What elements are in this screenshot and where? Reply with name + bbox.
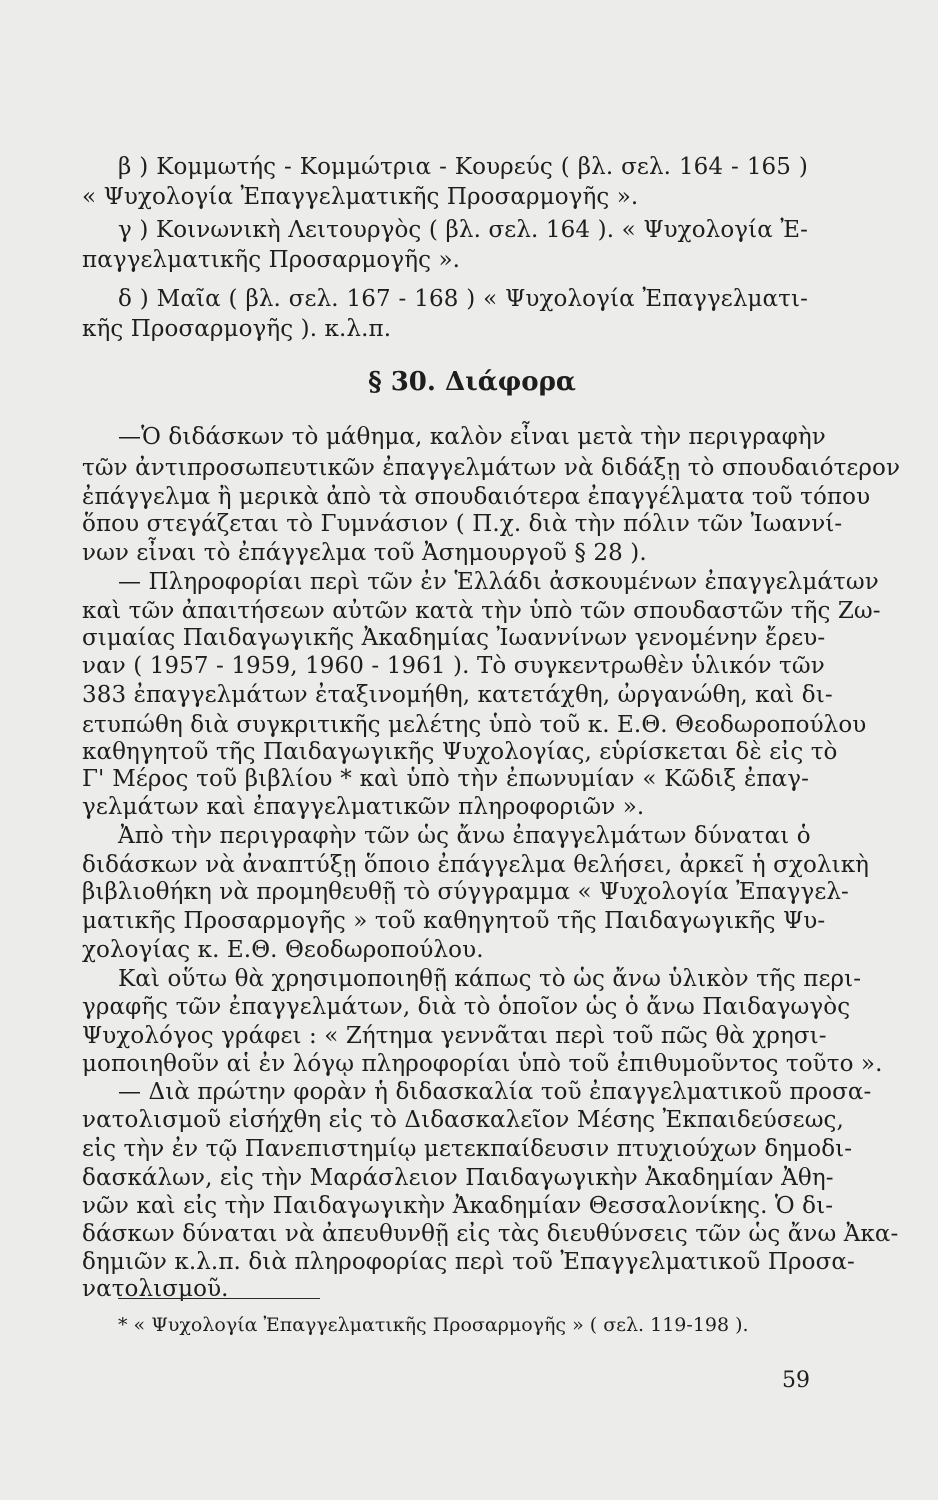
footnote: * « Ψυχολογία Ἐπαγγελματικῆς Προσαρμογῆς » ( σελ. 119-198 ). [118,1314,749,1336]
body-line: σιμαίας Παιδαγωγικῆς Ἀκαδημίας Ἰωαννίνων γενομένην ἔρευ- [82,625,826,651]
list-item-b: β ) Κομμωτής - Κομμώτρια - Κουρεύς ( βλ. σελ. 164 - 165 ) [118,154,808,180]
body-line: μοποιηθοῦν αἱ ἐν λόγῳ πληροφορίαι ὑπὸ τοῦ ἐπιθυμοῦντος τοῦτο ». [82,1051,883,1077]
body-line: Ἀπὸ τὴν περιγραφὴν τῶν ὡς ἄνω ἐπαγγελμάτων δύναται ὁ [118,823,811,849]
list-item-b-cont: « Ψυχολογία Ἐπαγγελματικῆς Προσαρμογῆς ». [82,184,639,210]
section-heading: § 30. Διάφορα [368,367,576,397]
body-line: καὶ τῶν ἀπαιτήσεων αὐτῶν κατὰ τὴν ὑπὸ τῶν σπουδαστῶν τῆς Ζω- [82,598,881,624]
body-line: καθηγητοῦ τῆς Παιδαγωγικῆς Ψυχολογίας, εὑρίσκεται δὲ εἰς τὸ [82,739,838,765]
body-line: Γ' Μέρος τοῦ βιβλίου * καὶ ὑπὸ τὴν ἐπωνυμίαν « Κῶδιξ ἐπαγ- [82,766,809,792]
body-line: ἐπάγγελμα ἢ μερικὰ ἀπὸ τὰ σπουδαιότερα ἐπαγγέλματα τοῦ τόπου [82,484,871,510]
body-line: δημιῶν κ.λ.π. διὰ πληροφορίας περὶ τοῦ Ἐπαγγελματικοῦ Προσα- [82,1249,855,1275]
body-line: Ψυχολόγος γράφει : « Ζήτημα γεννᾶται περὶ τοῦ πῶς θὰ χρησι- [82,1023,827,1049]
body-line: — Διὰ πρώτην φορὰν ἡ διδασκαλία τοῦ ἐπαγγελματικοῦ προσα- [118,1079,872,1105]
body-line: —Ὁ διδάσκων τὸ μάθημα, καλὸν εἶναι μετὰ τὴν περιγραφὴν [118,424,826,450]
list-item-d-cont: κῆς Προσαρμογῆς ). κ.λ.π. [82,316,392,342]
body-line: γραφῆς τῶν ἐπαγγελμάτων, διὰ τὸ ὁποῖον ὡς ὁ ἄνω Παιδαγωγὸς [82,994,851,1020]
body-line: ετυπώθη διὰ συγκριτικῆς μελέτης ὑπὸ τοῦ κ. Ε.Θ. Θεοδωροπούλου [82,712,867,738]
body-line: βιβλιοθήκη νὰ προμηθευθῇ τὸ σύγγραμμα « Ψυχολογία Ἐπαγγελ- [82,879,849,905]
list-item-c: γ ) Κοινωνικὴ Λειτουργὸς ( βλ. σελ. 164 ). « Ψυχολογία Ἐ- [118,217,808,243]
body-line: ναν ( 1957 - 1959, 1960 - 1961 ). Τὸ συγκεντρωθὲν ὑλικόν τῶν [82,653,825,679]
body-line: Καὶ οὕτω θὰ χρησιμοποιηθῇ κάπως τὸ ὡς ἄνω ὑλικὸν τῆς περι- [118,966,862,992]
body-line: δάσκων δύναται νὰ ἀπευθυνθῇ εἰς τὰς διευθύνσεις τῶν ὡς ἄνω Ἀκα- [82,1221,899,1247]
footnote-rule [118,1298,320,1299]
body-line: νων εἶναι τὸ ἐπάγγελμα τοῦ Ἀσημουργοῦ § 28 ). [82,540,647,566]
list-item-c-cont: παγγελματικῆς Προσαρμογῆς ». [82,247,461,273]
body-line: 383 ἐπαγγελμάτων ἐταξινομήθη, κατετάχθη, ὠργανώθη, καὶ δι- [82,682,833,708]
body-line: ὅπου στεγάζεται τὸ Γυμνάσιον ( Π.χ. διὰ τὴν πόλιν τῶν Ἰωαννί- [82,511,843,537]
body-line: νατολισμοῦ. [82,1276,229,1302]
list-item-d: δ ) Μαῖα ( βλ. σελ. 167 - 168 ) « Ψυχολογία Ἐπαγγελματι- [118,286,808,312]
body-line: γελμάτων καὶ ἐπαγγελματικῶν πληροφοριῶν ». [82,794,645,820]
body-line: χολογίας κ. Ε.Θ. Θεοδωροπούλου. [82,937,484,963]
body-line: — Πληροφορίαι περὶ τῶν ἐν Ἑλλάδι ἀσκουμένων ἐπαγγελμάτων [118,569,879,595]
body-line: διδάσκων νὰ ἀναπτύξῃ ὅποιο ἐπάγγελμα θελήσει, ἀρκεῖ ἡ σχολικὴ [82,852,870,878]
body-line: εἰς τὴν ἐν τῷ Πανεπιστημίῳ μετεκπαίδευσιν πτυχιούχων δημοδι- [82,1136,853,1162]
body-line: νατολισμοῦ εἰσήχθη εἰς τὸ Διδασκαλεῖον Μέσης Ἐκπαιδεύσεως, [82,1107,844,1133]
body-line: νῶν καὶ εἰς τὴν Παιδαγωγικὴν Ἀκαδημίαν Θεσσαλονίκης. Ὁ δι- [82,1193,834,1219]
body-line: ματικῆς Προσαρμογῆς » τοῦ καθηγητοῦ τῆς Παιδαγωγικῆς Ψυ- [82,908,826,934]
body-line: δασκάλων, εἰς τὴν Μαράσλειον Παιδαγωγικὴν Ἀκαδημίαν Ἀθη- [82,1165,834,1191]
page-number: 59 [782,1368,810,1393]
body-line: τῶν ἀντιπροσωπευτικῶν ἐπαγγελμάτων νὰ διδάξῃ τὸ σπουδαιότερον [82,455,901,481]
